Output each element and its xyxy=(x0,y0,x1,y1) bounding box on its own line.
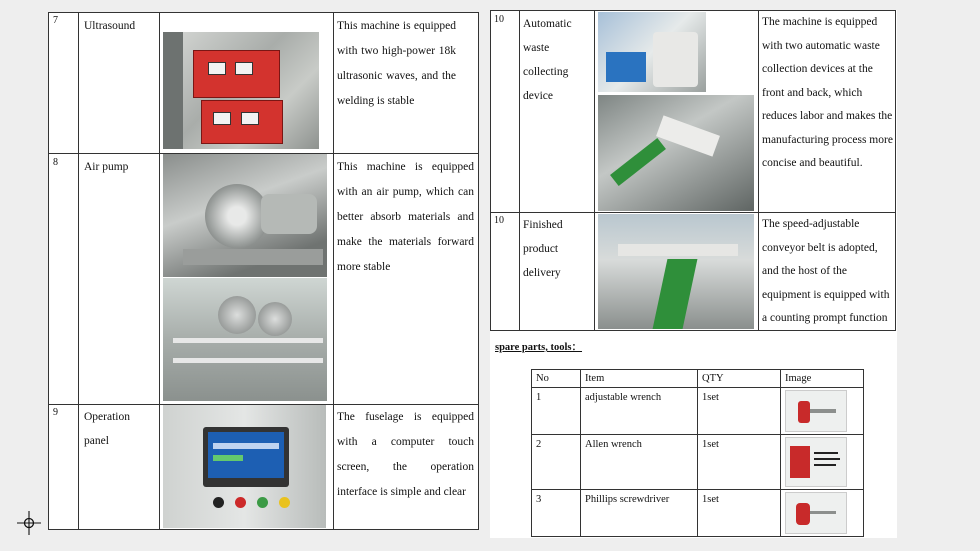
spare-header-qty: QTY xyxy=(702,373,724,384)
feature-description: The machine is equipped with two automatic waste collection devices at the front and back, which reduces labor and makes the manufacturing process more concise and beautiful. xyxy=(762,16,893,169)
spare-item: Phillips screwdriver xyxy=(585,494,670,505)
spare-header-image: Image xyxy=(785,373,812,384)
conveyor-belt-photo xyxy=(598,214,754,329)
spare-item: Allen wrench xyxy=(585,439,642,450)
row-number: 10 xyxy=(494,14,504,25)
spare-qty: 1set xyxy=(702,494,719,505)
waste-collector-photo-2 xyxy=(598,95,754,211)
feature-name: Air pump xyxy=(84,161,129,173)
crosshair-cursor-icon xyxy=(17,511,41,535)
air-pump-photo xyxy=(163,154,327,277)
feature-description: The speed-adjustable conveyor belt is adopted, and the host of the equipment is equipped with a counting prompt function xyxy=(762,218,890,324)
feature-name: Finished product delivery xyxy=(523,219,563,279)
right-page xyxy=(490,10,897,538)
feature-name: Ultrasound xyxy=(84,20,136,32)
feature-name: Operation panel xyxy=(84,411,130,447)
spare-no: 3 xyxy=(536,494,542,505)
touch-screen-photo xyxy=(163,405,326,528)
feature-description: This machine is equipped with an air pump, which can better absorb materials and make the materials forward more stable xyxy=(337,161,474,273)
row-number: 7 xyxy=(53,15,58,26)
spare-qty: 1set xyxy=(702,392,719,403)
spare-item: adjustable wrench xyxy=(585,392,662,403)
air-pump-photo-2 xyxy=(163,278,327,401)
spare-parts-title: spare parts, tools： xyxy=(495,342,583,353)
feature-name: Automatic waste collecting device xyxy=(523,18,572,102)
waste-collector-photo xyxy=(598,12,706,92)
adjustable-wrench-photo xyxy=(785,390,847,432)
spare-header-no: No xyxy=(536,373,549,384)
phillips-screwdriver-photo xyxy=(785,492,847,534)
row-number: 8 xyxy=(53,157,58,168)
ultrasonic-generator-photo xyxy=(163,32,319,149)
spare-qty: 1set xyxy=(702,439,719,450)
row-number: 10 xyxy=(494,215,504,226)
spare-no: 1 xyxy=(536,392,542,403)
spare-no: 2 xyxy=(536,439,542,450)
left-page xyxy=(48,12,479,530)
spare-header-item: Item xyxy=(585,373,605,384)
feature-description: The fuselage is equipped with a computer touch screen, the operation interface is simple and clear xyxy=(337,411,474,498)
feature-description: This machine is equipped with two high-power 18k ultrasonic waves, and the welding is stable xyxy=(337,20,456,107)
allen-wrench-photo xyxy=(785,437,847,487)
row-number: 9 xyxy=(53,407,58,418)
